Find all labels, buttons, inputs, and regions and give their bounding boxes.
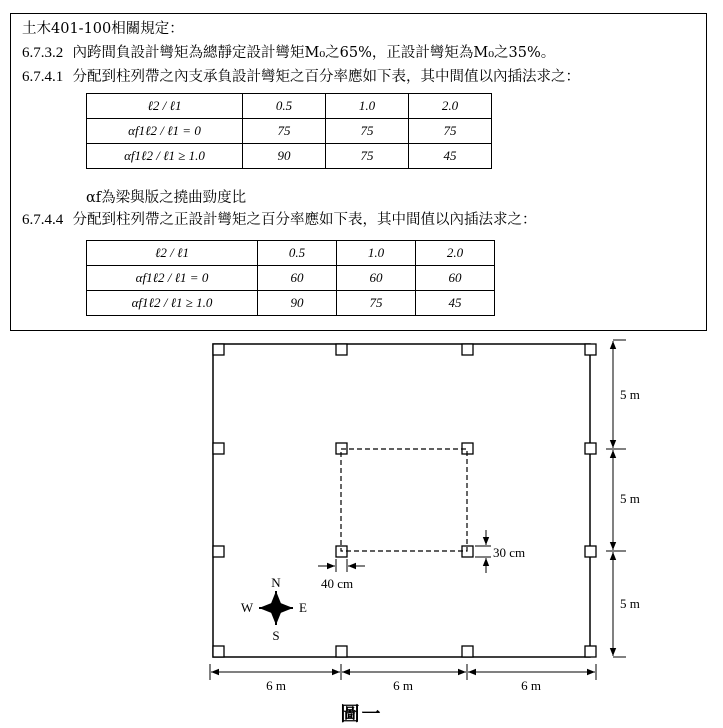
- rule-text: 分配到柱列帶之內支承負設計彎矩之百分率應如下表，其中間值以內插法求之：: [72, 69, 580, 85]
- table-cell: 75: [326, 119, 409, 144]
- table-cell: ℓ2 / ℓ1: [87, 94, 243, 119]
- column: [585, 646, 596, 657]
- table-cell: αf1ℓ2 / ℓ1 ≥ 1.0: [87, 144, 243, 169]
- table-cell: 75: [337, 291, 416, 316]
- interior-panel-dashed: [341, 449, 467, 551]
- column: [213, 546, 224, 557]
- column: [585, 443, 596, 454]
- compass-east: E: [299, 600, 307, 615]
- column: [213, 646, 224, 657]
- table-cell: αf1ℓ2 / ℓ1 ≥ 1.0: [87, 291, 258, 316]
- compass-west: W: [240, 600, 254, 615]
- table-cell: 2.0: [416, 241, 495, 266]
- compass-north: N: [271, 575, 281, 590]
- table-cell: αf1ℓ2 / ℓ1 = 0: [87, 119, 243, 144]
- column: [213, 443, 224, 454]
- column-width-label: 40 cm: [321, 576, 354, 591]
- dim-label-6m: 6 m: [393, 678, 413, 693]
- column: [336, 646, 347, 657]
- table-cell: ℓ2 / ℓ1: [87, 241, 258, 266]
- column: [462, 646, 473, 657]
- column: [585, 344, 596, 355]
- column: [213, 344, 224, 355]
- table-cell: 90: [258, 291, 337, 316]
- figure-caption: 圖一: [340, 703, 383, 725]
- table-cell: 0.5: [243, 94, 326, 119]
- table-cell: 0.5: [258, 241, 337, 266]
- dim-label-6m: 6 m: [266, 678, 286, 693]
- table-cell: αf1ℓ2 / ℓ1 = 0: [87, 266, 258, 291]
- columns: [213, 344, 596, 657]
- slab-outline: [213, 344, 590, 657]
- table-cell: 1.0: [326, 94, 409, 119]
- table-cell: 75: [243, 119, 326, 144]
- rule-text: 分配到柱列帶之正設計彎矩之百分率應如下表，其中間值以內插法求之：: [72, 212, 537, 228]
- alpha-note: αf為梁與版之撓曲勁度比: [86, 190, 247, 206]
- table-cell: 60: [258, 266, 337, 291]
- dim-label-5m: 5 m: [620, 596, 640, 611]
- compass-south: S: [272, 628, 280, 643]
- rule-text: 內跨間負設計彎矩為總靜定設計彎矩M₀之65%，正設計彎矩為M₀之35%。: [72, 45, 556, 61]
- table-cell: 2.0: [409, 94, 492, 119]
- rule-number: 6.7.4.1: [22, 69, 64, 85]
- table-cell: 75: [409, 119, 492, 144]
- table-cell: 60: [416, 266, 495, 291]
- dim-label-5m: 5 m: [620, 491, 640, 506]
- dim-label-5m: 5 m: [620, 387, 640, 402]
- compass-icon: [241, 575, 307, 643]
- table-cell: 75: [326, 144, 409, 169]
- table-cell: 90: [243, 144, 326, 169]
- column: [585, 546, 596, 557]
- dim-label-6m: 6 m: [521, 678, 541, 693]
- table-cell: 45: [416, 291, 495, 316]
- table-cell: 45: [409, 144, 492, 169]
- rule-number: 6.7.3.2: [22, 45, 64, 61]
- table-cell: 60: [337, 266, 416, 291]
- header-line: 土木401-100相關規定：: [22, 21, 184, 37]
- column: [462, 344, 473, 355]
- table-cell: 1.0: [337, 241, 416, 266]
- column: [336, 344, 347, 355]
- column-depth-label: 30 cm: [493, 545, 526, 560]
- rule-number: 6.7.4.4: [22, 212, 64, 228]
